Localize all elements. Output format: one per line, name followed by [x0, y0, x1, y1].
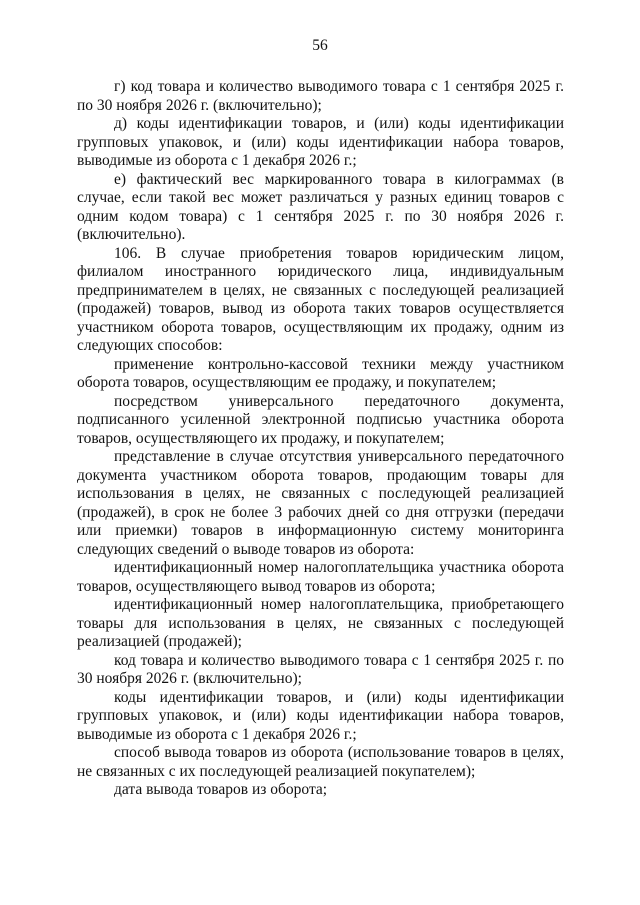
paragraph-section-106: 106. В случае приобретения товаров юридическим лицом, филиалом иностранного юридического лица, индивидуальным предпринимателем в целях, не связанных с последующей реализацией (продажей) товаров, вывод из оборота таких товаров осуществляется участником оборота товаров, осуществляющим их продажу, одним из следующих способов:	[77, 244, 564, 354]
paragraph-method-cash-register: применение контрольно-кассовой техники между участником оборота товаров, осуществляющим ее продажу, и покупателем;	[77, 355, 564, 391]
page-number: 56	[312, 37, 328, 54]
paragraph-item-e: е) фактический вес маркированного товара в килограммах (в случае, если такой вес может различаться у разных единиц товаров с одним кодом товара) с 1 сентября 2025 г. по 30 ноября 2026 г. (включительно).	[77, 170, 564, 243]
paragraph-method-transfer-document: посредством универсального передаточного документа, подписанного усиленной электронной подписью участника оборота товаров, осуществляющего их продажу, и покупателем;	[77, 392, 564, 447]
paragraph-seller-tax-id: идентификационный номер налогоплательщика участника оборота товаров, осуществляющего вывод товаров из оборота;	[77, 559, 564, 595]
paragraph-item-d: д) коды идентификации товаров, и (или) коды идентификации групповых упаковок, и (или) коды идентификации набора товаров, выводимые из оборота с 1 декабря 2026 г.;	[77, 115, 564, 169]
paragraph-withdrawal-date: дата вывода товаров из оборота;	[114, 781, 328, 798]
paragraph-goods-code-quantity: код товара и количество выводимого товара с 1 сентября 2025 г. по 30 ноября 2026 г. (включительно);	[77, 651, 564, 687]
paragraph-item-g: г) код товара и количество выводимого товара с 1 сентября 2025 г. по 30 ноября 2026 г. (включительно);	[77, 78, 564, 114]
paragraph-withdrawal-method: способ вывода товаров из оборота (использование товаров в целях, не связанных с их последующей реализацией покупателем);	[77, 744, 564, 780]
paragraph-identification-codes: коды идентификации товаров, и (или) коды идентификации групповых упаковок, и (или) коды идентификации набора товаров, выводимые из оборота с 1 декабря 2026 г.;	[77, 688, 564, 743]
paragraph-method-information-submission: представление в случае отсутствия универсального передаточного документа участником оборота товаров, продающим товары для использования в целях, не связанных с последующей реализацией (продажей), в срок не более 3 рабочих дней со дня отгрузки (передачи или приемки) товаров в информационную систему мониторинга следующих сведений о выводе товаров из оборота:	[77, 448, 564, 558]
document-body	[77, 78, 564, 800]
paragraph-buyer-tax-id: идентификационный номер налогоплательщика, приобретающего товары для использования в целях, не связанных с последующей реализацией (продажей);	[77, 596, 564, 650]
